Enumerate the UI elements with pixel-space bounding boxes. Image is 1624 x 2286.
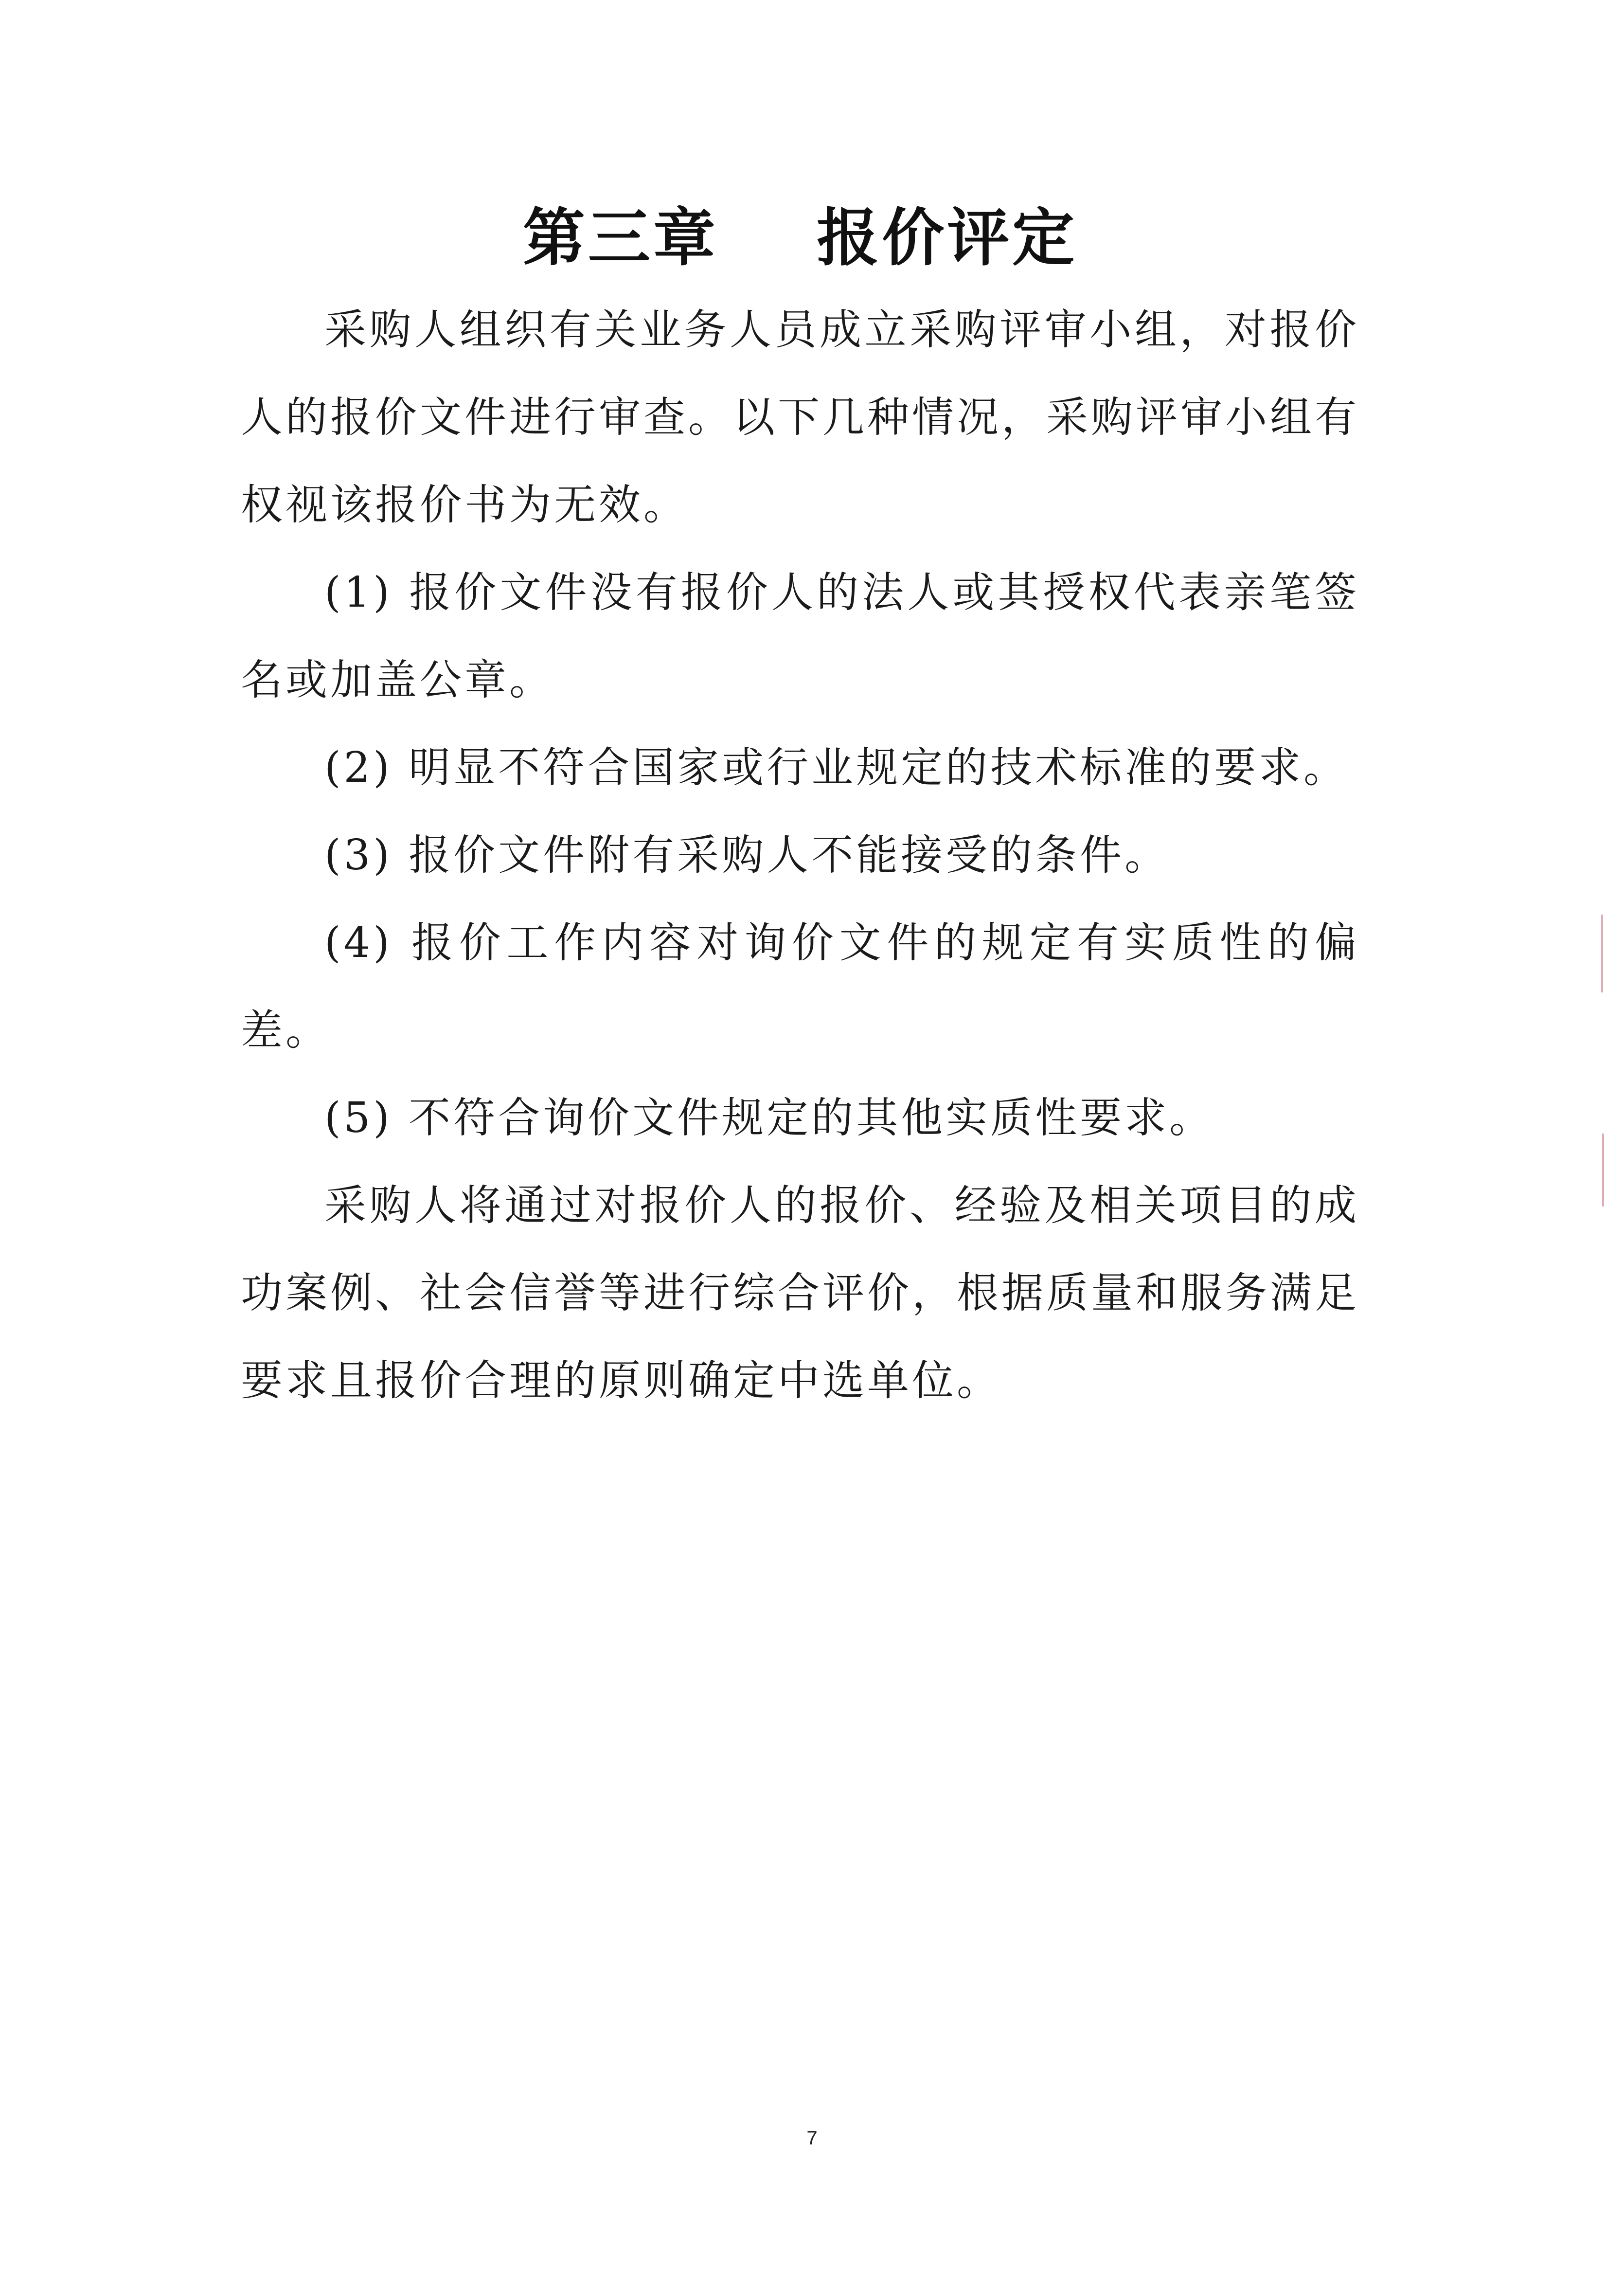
list-item: (5) 不符合询价文件规定的其他实质性要求。 <box>324 1094 1214 1142</box>
document-body <box>241 192 1359 1424</box>
seal-edge-mark <box>1601 915 1603 992</box>
list-item: (1) 报价文件没有报价人的法人或其授权代表亲笔签名或加盖公章。 <box>241 568 1359 704</box>
list-item: (2) 明显不符合国家或行业规定的技术标准的要求。 <box>324 743 1349 792</box>
list-item: (3) 报价文件附有采购人不能接受的条件。 <box>324 831 1170 880</box>
chapter-title: 第三章 报价评定 <box>522 202 1078 274</box>
list-item: (4) 报价工作内容对询价文件的规定有实质性的偏差。 <box>241 918 1359 1055</box>
page-number: 7 <box>806 2127 818 2149</box>
seal-edge-mark <box>1602 1134 1604 1206</box>
closing-paragraph: 采购人将通过对报价人的报价、经验及相关项目的成功案例、社会信誉等进行综合评价，根据质量和服务满足要求且报价合理的原则确定中选单位。 <box>241 1181 1359 1405</box>
intro-paragraph: 采购人组织有关业务人员成立采购评审小组，对报价人的报价文件进行审查。以下几种情况，采购评审小组有权视该报价书为无效。 <box>241 306 1359 529</box>
